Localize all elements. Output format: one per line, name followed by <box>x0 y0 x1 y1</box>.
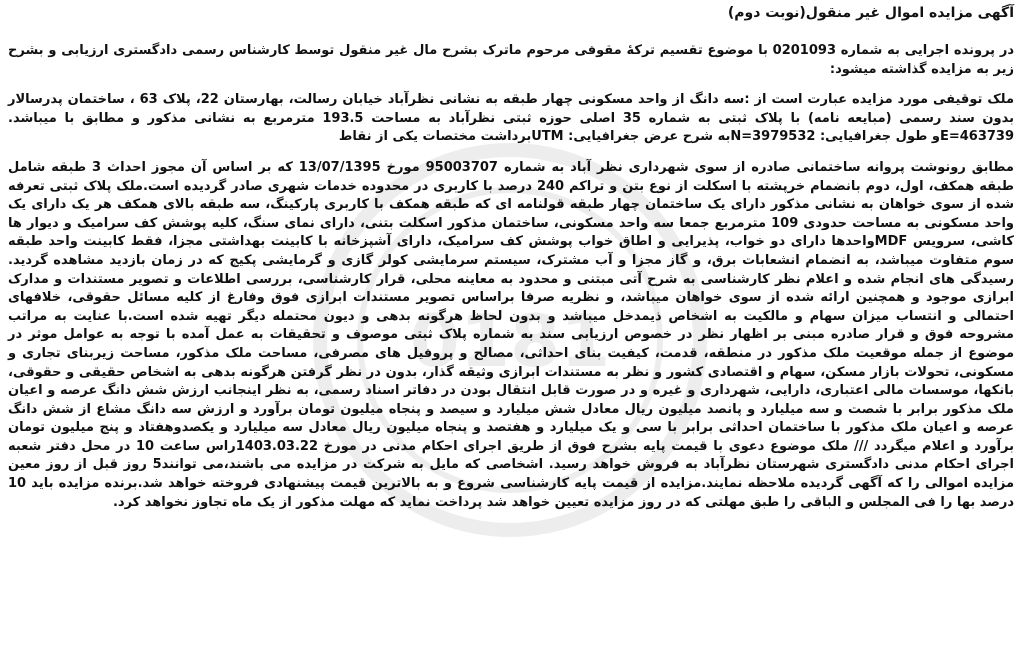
valuation-paragraph: مطابق رونوشت پروانه ساختمانی صادره از سوی شهرداری نظر آباد به شماره 95003707 مورخ 13/07/1395 که بر اساس آن مجوز احداث 3 طبقه شامل طبقه همکف، اول، دوم بانضمام خرپشته با اسکلت از نوع بتن و تراکم 240 درصد با کاربری در محدوده خدمات شهری صادر گردیده است.ملک پلاک ثبتی تعرفه شده از سوی خواهان به نشانی مذکور دارای یک ساختمان چهار طبقه قولنامه ای که طبقه همکف با کاربری پارکینگ، سه طبقه بالای همکف هر یک دارای یک واحد مسکونی به مساحت حدودی 109 مترمربع جمعا سه واحد مسکونی، ساختمان مذکور اسکلت بتنی، دارای نمای سنگ، کلیه پوشش کف سرامیک و دیوار ها کاشی، سرویس MDFواحدها دارای دو خواب، پذیرایی و اطاق خواب پوشش کف سرامیک، دارای آشپزخانه با کابینت بهداشتی مجزا، فقط کابینت واحد طبقه سوم متفاوت میباشد، به انضمام انشعابات برق، و گاز مجزا و آب مشترک، سیستم سرمایشی کولر گازی و گرمایشی پکیج که در زمان بازدید مشاهده گردید. رسیدگی های انجام شده و اعلام نظر کارشناسی به شرح آتی مبتنی و محدود به معاینه محلی، قرار کارشناسی، بررسی اطلاعات و تصویر مستندات و مدارک ابرازی موجود و همچنین ارائه شده از سوی خواهان میباشد، و نظریه صرفا براساس تصویر مستندات ابرازی فوق وفارغ از کلیه مسائل حقوقی، خلافهای احتمالی و انتساب میزان سهام و مالکیت به اشخاص ذیمدخل میباشد و بدون لحاظ هرگونه بدهی و دیون محتمله دیگر تهیه شده است.با عنایت به مراتب مشروحه فوق و قرار صادره مبنی بر اظهار نظر در خصوص ارزیابی سند به شماره پلاک ثبتی موصوف و تحقیقات به عمل آمده با توجه به عوامل موثر در موضوع از جمله موقعیت ملک مذکور در منطقه، قدمت، کیفیت بنای احداثی، مصالح و پروفیل های مصرفی، مساحت ملک مذکور، مساحت زیربنای تجاری و مسکونی، تحولات بازار مسکن، سهام و اقتصادی کشور و نظر به مستندات ابرازی وثیقه گذار، بدون در نظر گرفتن هرگونه بدهی به اشخاص حقیقی و حقوقی، بانکها، موسسات مالی اعتباری، دارایی، شهرداری و غیره و در صورت قابل انتقال بودن در دفاتر اسناد رسمی، به نظر اینجانب ارزش شش دانگ عرصه و اعیان ملک مذکور برابر با شصت و سه میلیارد و پانصد میلیون ریال معادل شش میلیارد و سیصد و پنجاه میلیون تومان برآورد و ارزش سه دانگ مشاع از شش دانگ عرصه و اعیان ملک مذکور با ساختمان احداثی برابر با سی و یک میلیارد و هفتصد و پنجاه میلیون ریال معادل سه میلیارد و یکصدوهفتاد و پنج میلیون تومان برآورد و اعلام میگردد /// ملک موضوع دعوی با قیمت پایه بشرح فوق از طریق اجرای احکام مدنی در مورخ 1403.03.22راس ساعت 10 در محل دفتر شعبه اجرای احکام مدنی دادگستری شهرستان نظرآباد به فروش خواهد رسید. اشخاصی که مایل به شرکت در مزایده می باشند،می توانند5 روز قبل از روز معین مزایده اموالی را که آگهی گردیده ملاحظه نمایند.مزایده از قیمت پایه کارشناسی شروع و به بالاترین قیمت پیشنهادی فروخته خواهد شد.برنده مزایده باید 10 درصد بها را فی المجلس و الباقی را طبق مهلتی که در روز مزایده تعیین خواهد شد پرداخت نماید که مهلت مذکور از یک ماه تجاوز نخواهد کرد. <box>8 159 1014 510</box>
notice-body <box>8 4 1014 512</box>
notice-title: آگهی مزایده اموال غیر منقول(نوبت دوم) <box>727 5 1014 21</box>
watermark-text: 0181 <box>409 299 611 383</box>
property-paragraph: ملک توقیفی مورد مزایده عبارت است از :سه دانگ از واحد مسکونی چهار طبقه به نشانی نظرآباد خیابان رسالت، بهارستان 22، پلاک 63 ، ساختمان پدرسالار بدون سند رسمی (مبایعه نامه) با پلاک ثبتی به شماره 35 اصلی حوزه ثبتی نظرآباد به مساحت 193.5 مترمربع به نشانی مذکور و مطابق با میباشد. E=463739و طول جغرافیایی: N=3979532به شرح عرض جغرافیایی: UTMبرداشت مختصات یکی از نقاط <box>8 92 1014 145</box>
intro-paragraph: در پرونده اجرایی به شماره 0201093 با موضوع تقسیم ترکهٔ مقوفی مرحوم ماترک بشرح مال غیر منقول توسط کارشناس رسمی دادگستری ارزیابی و بشرح زیر به مزایده گذاشته میشود: <box>8 43 1014 77</box>
